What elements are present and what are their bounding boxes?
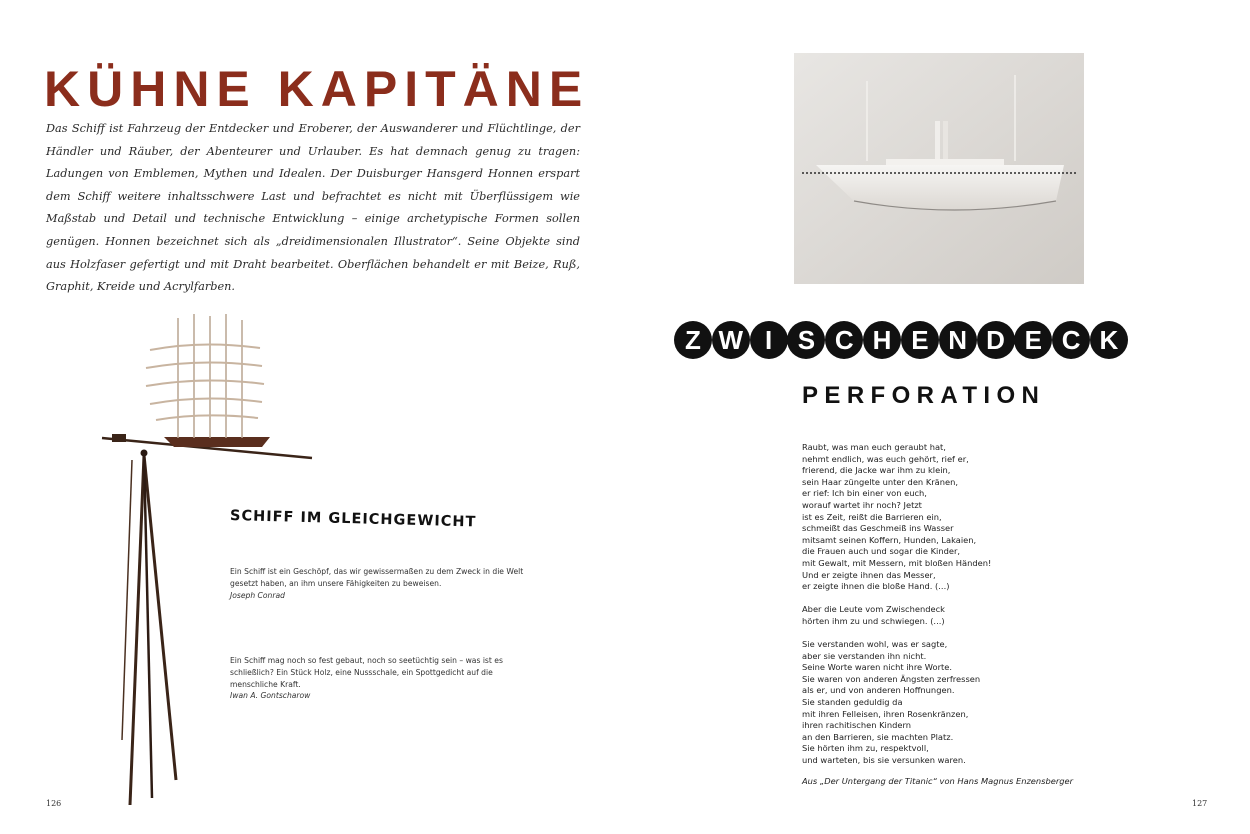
banner-letter: N	[939, 321, 977, 359]
banner-letter: E	[1014, 321, 1052, 359]
quote-text: Ein Schiff ist ein Geschöpf, das wir gewissermaßen zu dem Zweck in die Welt gesetzt haben, an ihm unsere Fähigkeiten zu beweisen.	[230, 567, 524, 588]
banner-letter: E	[901, 321, 939, 359]
poem-line: Sie hörten ihm zu, respektvoll,	[802, 743, 929, 754]
poem-line: worauf wartet ihr noch? Jetzt	[802, 499, 922, 510]
poem-line: mitsamt seinen Koffern, Hunden, Lakaien,	[802, 534, 977, 545]
poem-line: mit Gewalt, mit Messern, mit bloßen Händen!	[802, 557, 992, 568]
quote-gontscharow	[230, 655, 530, 702]
banner-letter: H	[863, 321, 901, 359]
banner-letter: Z	[674, 321, 712, 359]
poem-line: Und er zeigte ihnen das Messer,	[802, 569, 936, 580]
poem-line: Seine Worte waren nicht ihre Worte.	[802, 662, 952, 673]
ship-sculpture-image	[92, 310, 322, 810]
poem-stanza	[802, 442, 1102, 593]
poem-line: die Frauen auch und sogar die Kinder,	[802, 546, 960, 557]
banner-letter: K	[1090, 321, 1128, 359]
poem-line: aber sie verstanden ihn nicht.	[802, 650, 927, 661]
page-number-right: 127	[1192, 799, 1208, 808]
paper-ship-photo	[794, 53, 1084, 284]
poem-line: frierend, die Jacke war ihm zu klein,	[802, 465, 951, 476]
poem-line: Sie verstanden wohl, was er sagte,	[802, 639, 948, 650]
quote-text: Ein Schiff mag noch so fest gebaut, noch so seetüchtig sein – was ist es schließlich? Ein Stück Holz, eine Nussschale, ein Spottgedicht auf die menschliche Kraft.	[230, 656, 503, 689]
poem-line: ist es Zeit, reißt die Barrieren ein,	[802, 511, 942, 522]
perforation-heading: PERFORATION	[802, 382, 1046, 409]
poem-line: er zeigte ihnen die bloße Hand. (...)	[802, 581, 950, 592]
poem-line: hörten ihm zu und schwiegen. (...)	[802, 615, 945, 626]
poem-stanza	[802, 639, 1102, 767]
banner-letter: C	[825, 321, 863, 359]
poem-line: als er, und von anderen Hoffnungen.	[802, 685, 955, 696]
poem-line: er rief: Ich bin einer von euch,	[802, 488, 927, 499]
page-number-left: 126	[46, 799, 62, 808]
poem-line: an den Barrieren, sie machten Platz.	[802, 731, 954, 742]
banner-letter: W	[712, 321, 750, 359]
banner-letter: I	[750, 321, 788, 359]
poem-stanza	[802, 604, 1102, 627]
poem-line: mit ihren Felleisen, ihren Rosenkränzen,	[802, 708, 969, 719]
intro-paragraph: Das Schiff ist Fahrzeug der Entdecker und Eroberer, der Auswanderer und Flüchtlinge, der Händler und Räuber, der Abenteurer und Urlauber. Es hat demnach genug zu tragen: Ladungen von Emblemen, Mythen und Idealen. Der Duisburger Hansgerd Honnen erspart dem Schiff weitere inhaltsschwere Last und befrachtet es nicht mit Überflüssigem wie Maßstab und Detail und technische Entwicklung – einige archetypische Formen sollen genügen. Honnen bezeichnet sich als „dreidimensionalen Illustrator“. Seine Objekte sind aus Holzfaser gefertigt und mit Draht bearbeitet. Oberflächen behandelt er mit Beize, Ruß, Graphit, Kreide und Acrylfarben.	[46, 122, 580, 294]
poem-line: Sie standen geduldig da	[802, 697, 903, 708]
poem-line: Raubt, was man euch geraubt hat,	[802, 442, 946, 452]
quote-author: Iwan A. Gontscharow	[230, 691, 311, 701]
poem-line: ihren rachitischen Kindern	[802, 720, 912, 731]
article-title: KÜHNE KAPITÄNE	[44, 61, 590, 117]
poem-line: Aber die Leute vom Zwischendeck	[802, 604, 945, 615]
poem-line: nehmt endlich, was euch gehört, rief er,	[802, 453, 969, 464]
poem	[802, 442, 1102, 778]
quote-author: Joseph Conrad	[230, 590, 285, 600]
banner-letter: C	[1052, 321, 1090, 359]
poem-line: Sie waren von anderen Ängsten zerfressen	[802, 673, 981, 684]
poem-source: Aus „Der Untergang der Titanic“ von Hans Magnus Enzensberger	[802, 776, 1074, 786]
section-heading: SCHIFF IM GLEICHGEWICHT	[229, 508, 477, 531]
poem-line: und warteten, bis sie versunken waren.	[802, 755, 966, 766]
quote-conrad	[230, 566, 530, 601]
poem-line: schmeißt das Geschmeiß ins Wasser	[802, 523, 954, 534]
banner-letter: D	[977, 321, 1015, 359]
zwischendeck-banner	[674, 321, 1128, 359]
banner-letter: S	[787, 321, 825, 359]
poem-line: sein Haar züngelte unter den Kränen,	[802, 476, 959, 487]
